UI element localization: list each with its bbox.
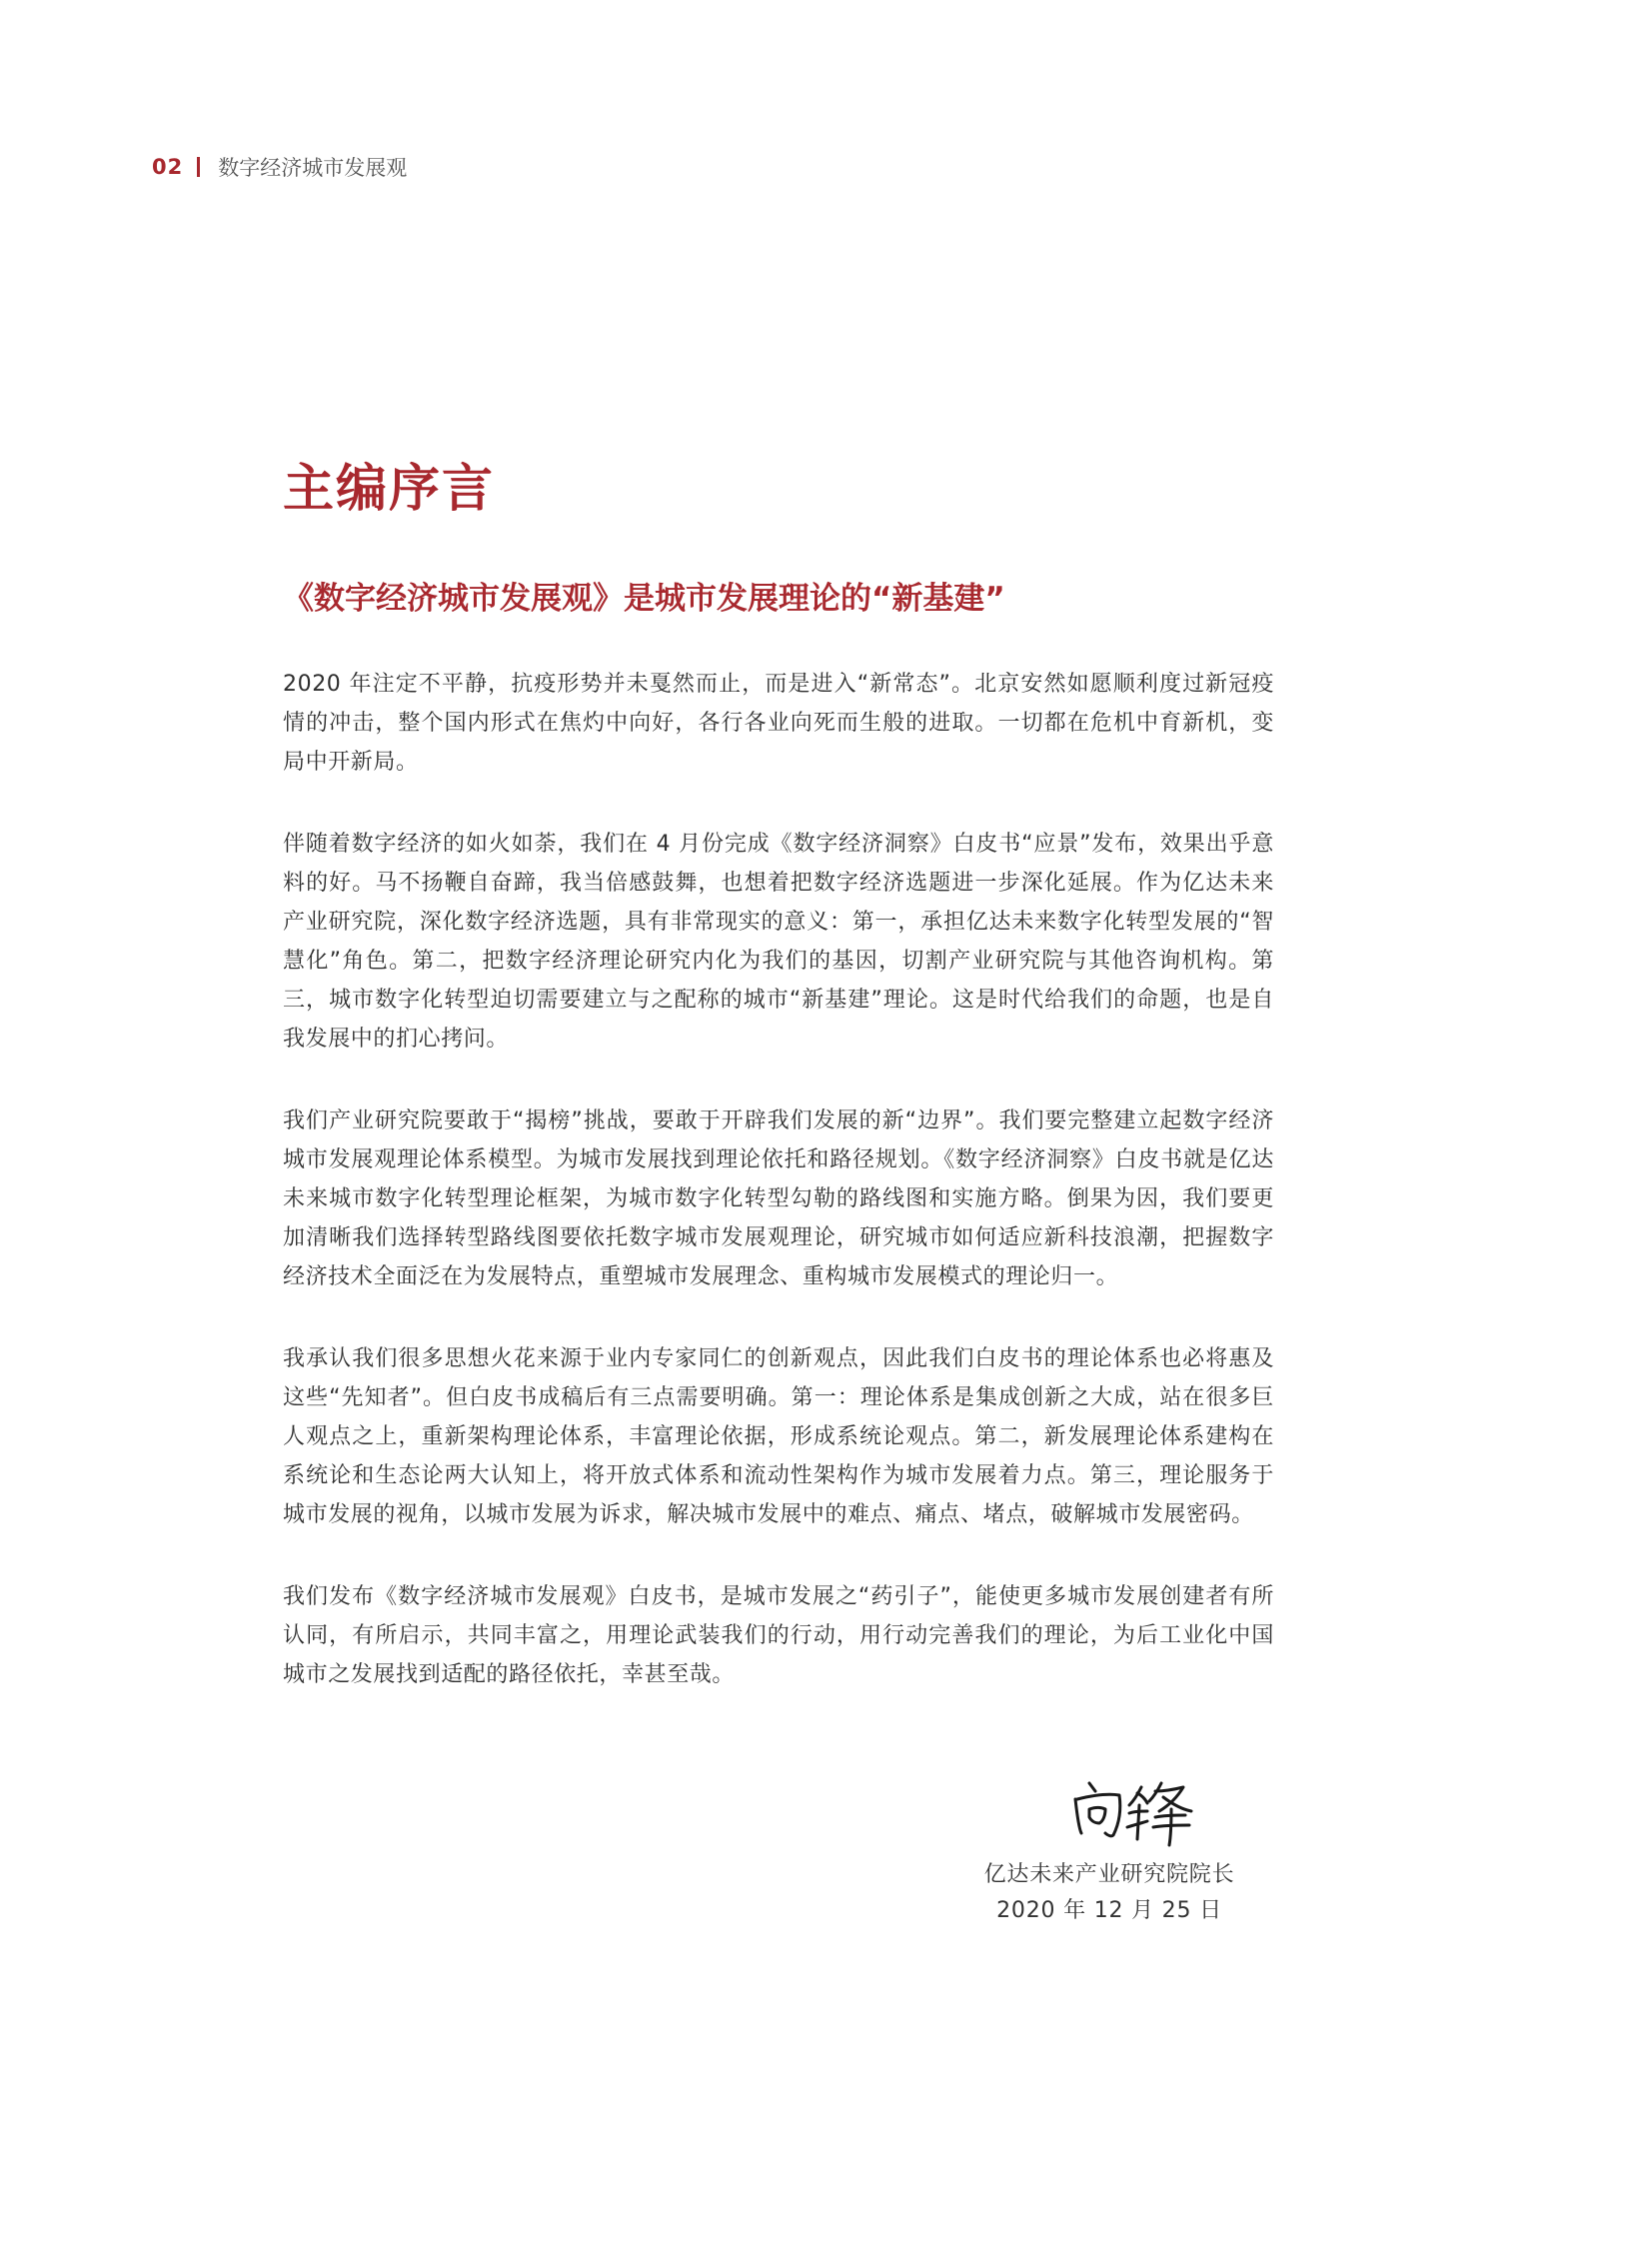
page-title: 主编序言	[283, 460, 496, 519]
running-header	[152, 150, 407, 184]
section-title: 数字经济城市发展观	[218, 156, 408, 180]
page-subtitle: 《数字经济城市发展观》是城市发展理论的“新基建”	[283, 581, 1005, 617]
author-title: 亿达未来产业研究院院长	[983, 1862, 1235, 1887]
paragraph-4: 我承认我们很多思想火花来源于业内专家同仁的创新观点，因此我们白皮书的理论体系也必将惠及这些“先知者”。但白皮书成稿后有三点需要明确。第一：理论体系是集成创新之大成，站在很多巨人观点之上，重新架构理论体系，丰富理论依据，形成系统论观点。第二，新发展理论体系建构在系统论和生态论两大认知上，将开放式体系和流动性架构作为城市发展着力点。第三，理论服务于城市发展的视角，以城市发展为诉求，解决城市发展中的难点、痛点、堵点，破解城市发展密码。	[283, 1346, 1274, 1527]
main-content	[283, 455, 1274, 1737]
paragraph-3: 我们产业研究院要敢于“揭榜”挑战，要敢于开辟我们发展的新“边界”。我们要完整建立起数字经济城市发展观理论体系模型。为城市发展找到理论依托和路径规划。《数字经济洞察》白皮书就是亿达未来城市数字化转型理论框架，为城市数字化转型勾勒的路线图和实施方略。倒果为因，我们要更加清晰我们选择转型路线图要依托数字城市发展观理论，研究城市如何适应新科技浪潮，把握数字经济技术全面泛在为发展特点，重塑城市发展理念、重构城市发展模式的理论归一。	[283, 1109, 1274, 1289]
signature-date: 2020 年 12 月 25 日	[996, 1898, 1222, 1923]
header-divider	[197, 157, 200, 177]
page-number: 02	[152, 155, 184, 179]
paragraph-2: 伴随着数字经济的如火如荼，我们在 4 月份完成《数字经济洞察》白皮书“应景”发布，效果出乎意料的好。马不扬鞭自奋蹄，我当倍感鼓舞，也想着把数字经济选题进一步深化延展。作为亿达未来产业研究院，深化数字经济选题，具有非常现实的意义：第一，承担亿达未来数字化转型发展的“智慧化”角色。第二，把数字经济理论研究内化为我们的基因，切割产业研究院与其他咨询机构。第三，城市数字化转型迫切需要建立与之配称的城市“新基建”理论。这是时代给我们的命题，也是自我发展中的扪心拷问。	[283, 832, 1274, 1052]
handwritten-signature	[1067, 1769, 1207, 1849]
signature-block	[939, 1769, 1279, 1929]
body-text	[283, 665, 1274, 1694]
paragraph-5: 我们发布《数字经济城市发展观》白皮书，是城市发展之“药引子”，能使更多城市发展创建者有所认同，有所启示，共同丰富之，用理论武装我们的行动，用行动完善我们的理论，为后工业化中国城市之发展找到适配的路径依托，幸甚至哉。	[283, 1584, 1274, 1687]
paragraph-1: 2020 年注定不平静，抗疫形势并未戛然而止，而是进入“新常态”。北京安然如愿顺利度过新冠疫情的冲击，整个国内形式在焦灼中向好，各行各业向死而生般的进取。一切都在危机中育新机，变局中开新局。	[283, 672, 1274, 775]
